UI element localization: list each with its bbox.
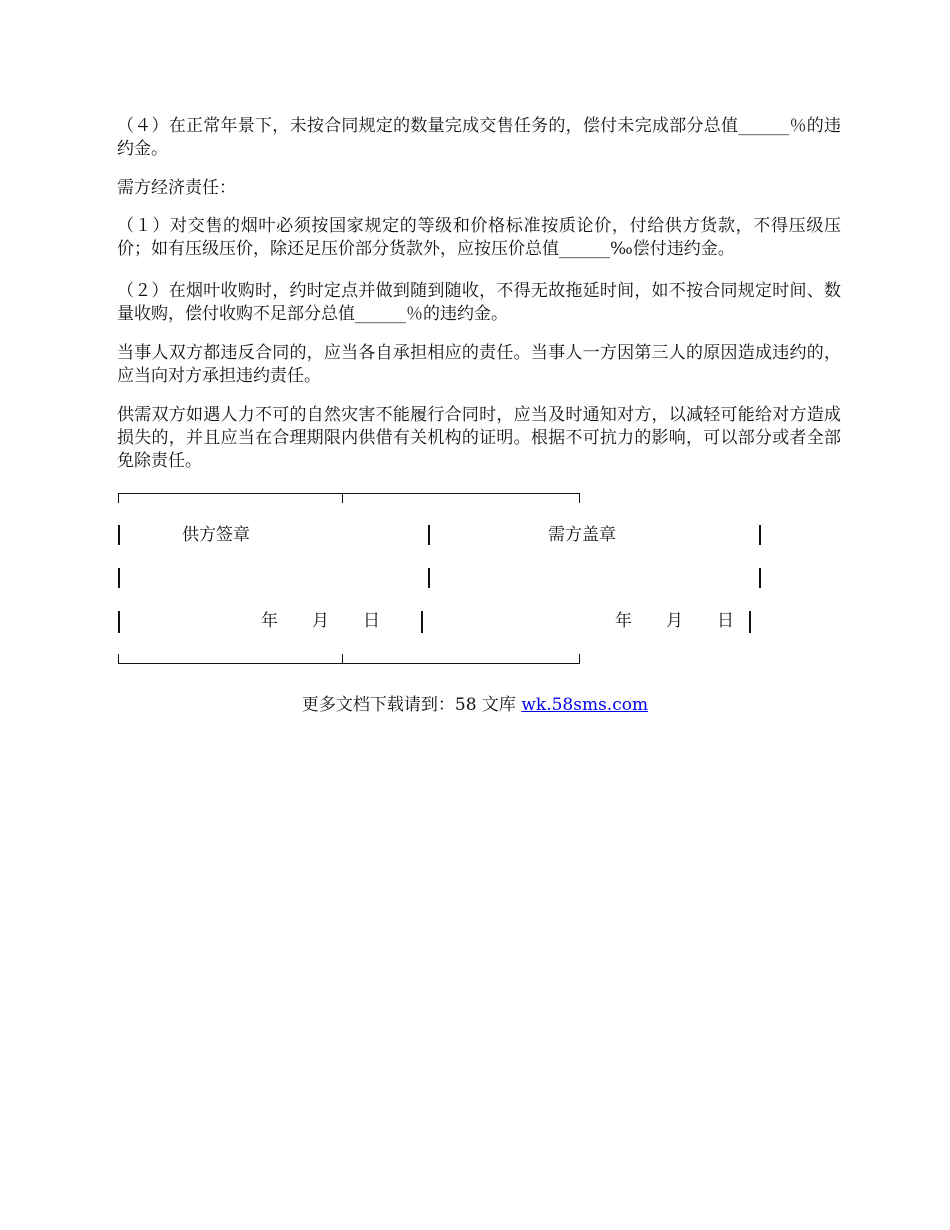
signature-table-row2-left-bar bbox=[118, 568, 120, 588]
signature-table-row1-mid-bar bbox=[428, 525, 430, 545]
footer bbox=[0, 694, 950, 717]
signature-table-row3-mid-bar bbox=[421, 611, 423, 633]
signature-table-row3-right-bar bbox=[749, 611, 751, 633]
buyer-date-label: 年 月 日 bbox=[615, 611, 734, 631]
signature-table-bottom-left-tick bbox=[118, 654, 119, 664]
footer-link[interactable]: wk.58sms.com bbox=[521, 695, 649, 715]
buyer-responsibility-heading: 需方经济责任： bbox=[117, 178, 236, 198]
signature-table-top-border bbox=[118, 493, 580, 494]
supplier-date-label: 年 月 日 bbox=[261, 611, 380, 631]
buyer-clause-1-paragraph: （１）对交售的烟叶必须按国家规定的等级和价格标准按质论价，付给供方货款，不得压级压价；如有压级压价，除还足压价部分货款外，应按压价总值______‰偿付违约金。 bbox=[117, 216, 841, 259]
signature-table-row1-right-bar bbox=[759, 525, 761, 545]
buyer-seal-label: 需方盖章 bbox=[548, 525, 616, 545]
signature-table-row1-left-bar bbox=[118, 525, 120, 545]
signature-table-row3-left-bar bbox=[118, 611, 120, 633]
signature-table-bottom-mid-tick bbox=[342, 654, 343, 664]
buyer-clause-2-paragraph: （２）在烟叶收购时，约时定点并做到随到随收，不得无故拖延时间，如不按合同规定时间、数量收购，偿付收购不足部分总值______％的违约金。 bbox=[117, 281, 841, 324]
force-majeure-paragraph: 供需双方如遇人力不可的自然灾害不能履行合同时，应当及时通知对方，以减轻可能给对方造成损失的，并且应当在合理期限内供借有关机构的证明。根据不可抗力的影响，可以部分或者全部免除责任。 bbox=[117, 405, 841, 471]
signature-table-row2-right-bar bbox=[759, 568, 761, 588]
signature-table-row2-mid-bar bbox=[428, 568, 430, 588]
signature-table-top-mid-tick bbox=[342, 493, 343, 503]
clause-4-paragraph: （４）在正常年景下，未按合同规定的数量完成交售任务的，偿付未完成部分总值______％的违约金。 bbox=[117, 116, 841, 159]
signature-table-top-left-tick bbox=[118, 493, 119, 503]
footer-text: 更多文档下载请到：58 文库 bbox=[301, 695, 522, 715]
mutual-breach-paragraph: 当事人双方都违反合同的，应当各自承担相应的责任。当事人一方因第三人的原因造成违约的，应当向对方承担违约责任。 bbox=[117, 343, 841, 386]
signature-table-bottom-right-tick bbox=[579, 654, 580, 664]
signature-table-bottom-border bbox=[118, 663, 580, 664]
supplier-seal-label: 供方签章 bbox=[182, 525, 250, 545]
signature-table-top-right-tick bbox=[579, 493, 580, 503]
